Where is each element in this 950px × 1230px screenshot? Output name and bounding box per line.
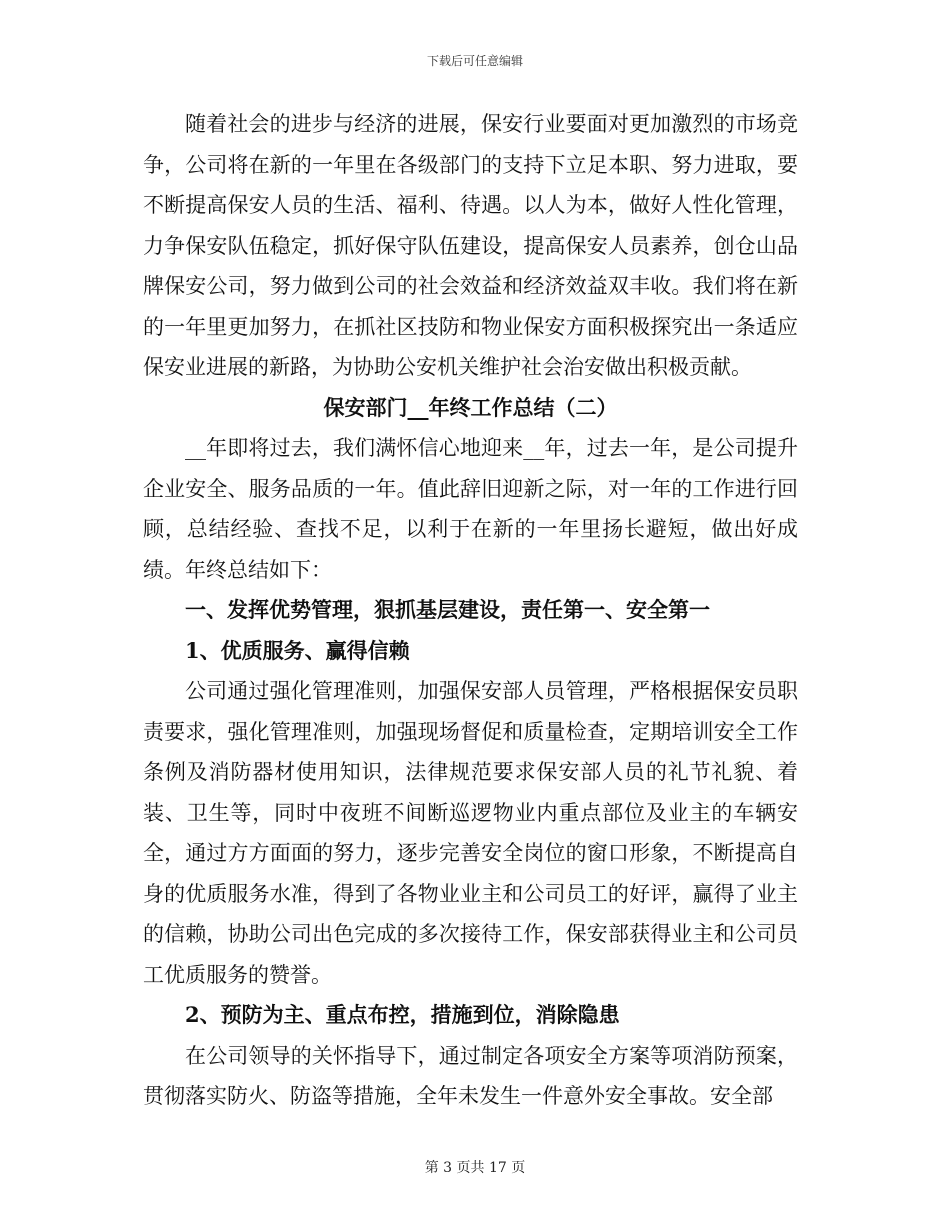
paragraph-1: 随着社会的进步与经济的进展，保安行业要面对更加激烈的市场竞争，公司将在新的一年里在各级部门的支持下立足本职、努力进取，要不断提高保安人员的生活、福利、待遇。以人为本，做好人性化管理，力争保安队伍稳定，抓好保守队伍建设，提高保安人员素养，创仓山品牌保安公司，努力做到公司的社会效益和经济效益双丰收。我们将在新的一年里更加努力，在抓社区技防和物业保安方面积极探究出一条适应保安业进展的新路，为协助公安机关维护社会治安做出积极贡献。 (143, 112, 798, 379)
heading-1: 一、发挥优势管理，狠抓基层建设，责任第一、安全第一 (185, 597, 710, 622)
section-title: 保安部门__年终工作总结（二） (323, 394, 618, 420)
heading-2-1: 1、优质服务、赢得信赖 (185, 637, 410, 663)
heading-2-2: 2、预防为主、重点布控，措施到位，消除隐患 (185, 1002, 620, 1027)
page-footer: 第 3 页共 17 页 (424, 1160, 526, 1176)
paragraph-2: __年即将过去，我们满怀信心地迎来__年，过去一年，是公司提升企业安全、服务品质的一年。值此辞旧迎新之际，对一年的工作进行回顾，总结经验、查找不足，以利于在新的一年里扬长避短，做出好成绩。年终总结如下： (143, 436, 798, 582)
page-header: 下载后可任意编辑 (426, 54, 523, 68)
document-body (143, 104, 798, 1117)
paragraph-4: 在公司领导的关怀指导下，通过制定各项安全方案等项消防预案，贯彻落实防火、防盗等措施，全年未发生一件意外安全事故。安全部 (143, 1043, 798, 1108)
paragraph-3: 公司通过强化管理准则，加强保安部人员管理，严格根据保安员职责要求，强化管理准则，加强现场督促和质量检查，定期培训安全工作条例及消防器材使用知识，法律规范要求保安部人员的礼节礼貌、着装、卫生等，同时中夜班不间断巡逻物业内重点部位及业主的车辆安全，通过方方面面的努力，逐步完善安全岗位的窗口形象，不断提高自身的优质服务水准，得到了各物业业主和公司员工的好评，赢得了业主的信赖，协助公司出色完成的多次接待工作，保安部获得业主和公司员工优质服务的赞誉。 (143, 679, 798, 987)
